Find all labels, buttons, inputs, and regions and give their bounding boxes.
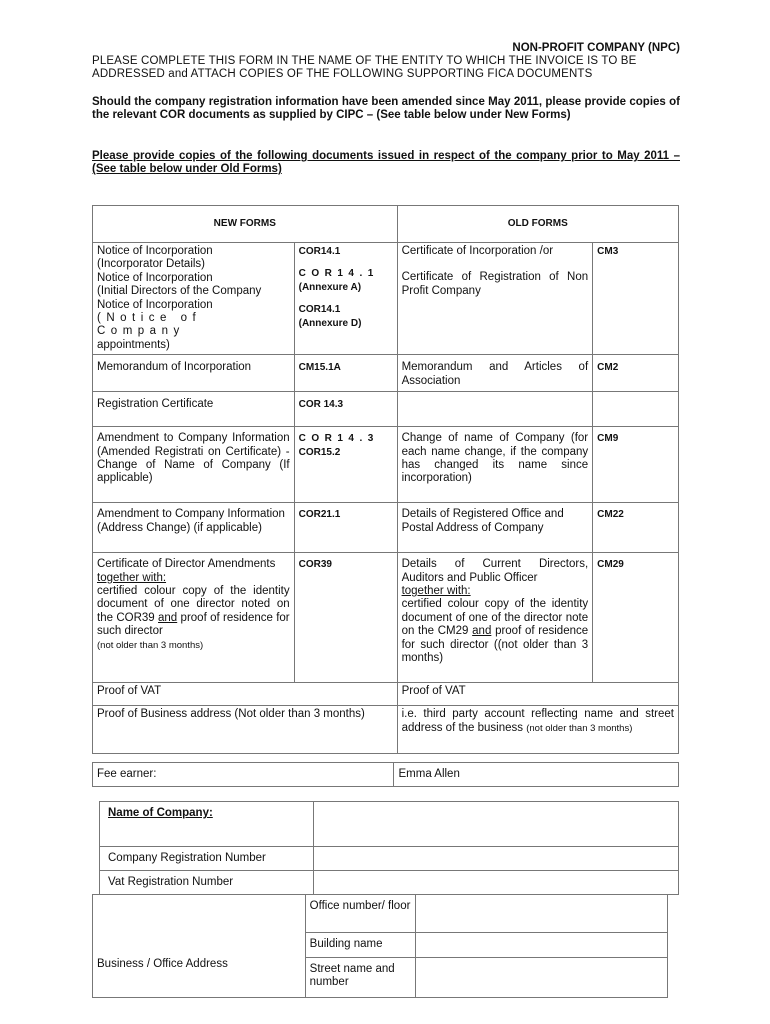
old-form-description: Certificate of Incorporation /or Certificate of Registration of Non Profit Company [397, 243, 593, 355]
table-row [93, 243, 679, 355]
old-form-description: i.e. third party account reflecting name and street address of the business (not older than 3 months) [397, 706, 678, 754]
fee-earner-value[interactable]: Emma Allen [394, 763, 679, 787]
new-form-description: Proof of VAT [93, 683, 398, 706]
new-form-description: Amendment to Company Information (Amended Registrati on Certificate) - Change of Name of Company (If applicable) [93, 427, 295, 503]
old-form-code: CM9 [593, 427, 679, 503]
table-row [93, 427, 679, 503]
old-form-code: CM3 [593, 243, 679, 355]
old-forms-instruction: Please provide copies of the following documents issued in respect of the company prior to May 2011 –(See table below under Old Forms) [92, 150, 680, 175]
intro-text: PLEASE COMPLETE THIS FORM IN THE NAME OF THE ENTITY TO WHICH THE INVOICE IS TO BE ADDRESSED and ATTACH COPIES OF THE FOLLOWING SUPPORTING FICA DOCUMENTS [92, 55, 637, 80]
old-forms-header: OLD FORMS [397, 206, 678, 243]
table-row [93, 355, 679, 392]
old-form-description: Details of Current Directors, Auditors and Public Officer together with: certified colour copy of the identity document of one of the director note on the CM29 and proof of residence for such director ((not older than 3 months) [397, 553, 593, 683]
vat-number-field[interactable] [313, 871, 678, 895]
old-form-description: Change of name of Company (for each name change, if the company has changed its name since incorporation) [397, 427, 593, 503]
registration-number-field[interactable] [313, 847, 678, 871]
fee-earner-table [92, 762, 679, 787]
company-name-field[interactable] [313, 802, 678, 847]
table-row [93, 392, 679, 427]
office-number-field[interactable] [415, 895, 667, 933]
building-name-label: Building name [305, 933, 415, 958]
old-form-description: Details of Registered Office and Postal Address of Company [397, 503, 593, 553]
old-form-code: CM22 [593, 503, 679, 553]
old-form-code [593, 392, 679, 427]
new-form-description: Certificate of Director Amendments together with: certified colour copy of the identity document of one director noted on the COR39 and proof of residence for such director (not older than 3 months) [93, 553, 295, 683]
new-forms-header: NEW FORMS [93, 206, 398, 243]
table-row [93, 706, 679, 754]
new-form-code: CM15.1A [294, 355, 397, 392]
business-address-label: Business / Office Address [93, 895, 306, 998]
street-name-field[interactable] [415, 958, 667, 998]
vat-number-label: Vat Registration Number [100, 871, 314, 895]
old-form-description: Memorandum and Articles of Association [397, 355, 593, 392]
new-form-description: Memorandum of Incorporation [93, 355, 295, 392]
registration-number-label: Company Registration Number [100, 847, 314, 871]
new-form-code: COR21.1 [294, 503, 397, 553]
new-form-description: Notice of Incorporation (Incorporator Details) Notice of Incorporation (Initial Directors of the Company Notice of Incorporation (Notice of Company appointments) [93, 243, 295, 355]
new-form-code: COR 14.3 [294, 392, 397, 427]
table-row [93, 553, 679, 683]
old-form-description [397, 392, 593, 427]
building-name-field[interactable] [415, 933, 667, 958]
new-form-description: Amendment to Company Information (Address Change) (if applicable) [93, 503, 295, 553]
new-form-code: COR39 [294, 553, 397, 683]
street-name-label: Street name and number [305, 958, 415, 998]
business-address-table [92, 894, 668, 998]
table-row [93, 503, 679, 553]
new-form-code: COR14.1 COR14.1 (Annexure A) COR14.1 (Annexure D) [294, 243, 397, 355]
table-row [93, 683, 679, 706]
new-form-description: Registration Certificate [93, 392, 295, 427]
fica-documents-table [92, 205, 679, 754]
fee-earner-label: Fee earner: [93, 763, 394, 787]
new-forms-instruction: Should the company registration information have been amended since May 2011, please provide copies of the relevant COR documents as supplied by CIPC – (See table below under New Forms) [92, 96, 680, 121]
office-number-label: Office number/ floor [305, 895, 415, 933]
old-form-description: Proof of VAT [397, 683, 678, 706]
old-form-code: CM29 [593, 553, 679, 683]
company-details-table [99, 801, 679, 895]
form-title: NON-PROFIT COMPANY (NPC) [512, 42, 680, 54]
new-form-description: Proof of Business address (Not older than 3 months) [93, 706, 398, 754]
company-name-label: Name of Company: [100, 802, 314, 847]
new-form-code: COR14.3 COR15.2 [294, 427, 397, 503]
old-form-code: CM2 [593, 355, 679, 392]
